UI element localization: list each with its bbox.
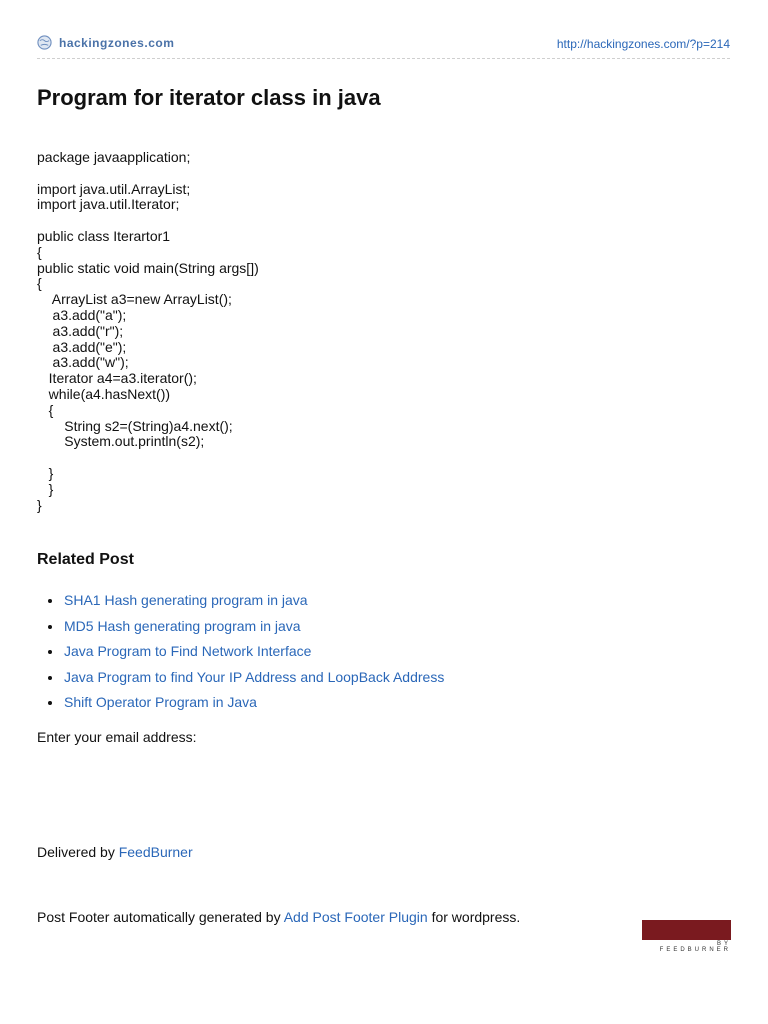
- list-item: [37, 694, 444, 720]
- list-item: [37, 618, 444, 644]
- site-name: hackingzones.com: [59, 35, 175, 50]
- footer-suffix: for wordpress.: [427, 909, 521, 925]
- related-link[interactable]: Java Program to find Your IP Address and LoopBack Address: [64, 668, 445, 685]
- code-listing: package javaapplication; import java.util.ArrayList; import java.util.Iterator; public class Iterartor1 { public static void main(String args[]) { ArrayList a3=new ArrayList(); a3.add("a"); a3.add("r"); a3.add("e"); a3.add("w"); Iterator a4=a3.iterator(); while(a4.hasNext()) { String s2=(String)a4.next(); System.out.println(s2); } } }: [37, 149, 259, 513]
- feedburner-badge-label: BY FEEDBURNER: [659, 941, 731, 953]
- feedburner-badge[interactable]: [642, 920, 731, 940]
- header-divider: [37, 58, 730, 59]
- list-item: [37, 669, 444, 695]
- page-title: Program for iterator class in java: [37, 85, 381, 110]
- bullet-icon: [48, 650, 52, 654]
- plugin-link[interactable]: Add Post Footer Plugin: [283, 909, 428, 925]
- list-item: [37, 592, 444, 618]
- related-link[interactable]: MD5 Hash generating program in java: [64, 617, 301, 634]
- bullet-icon: [48, 676, 52, 680]
- footer-prefix: Post Footer automatically generated by: [37, 909, 284, 925]
- list-item: [37, 643, 444, 669]
- related-link[interactable]: SHA1 Hash generating program in java: [64, 592, 308, 608]
- page-header: [37, 35, 730, 53]
- related-heading: Related Post: [37, 551, 134, 568]
- delivered-by: [37, 844, 193, 860]
- related-link[interactable]: Java Program to Find Network Interface: [64, 643, 312, 659]
- delivered-label: Delivered by: [37, 844, 119, 860]
- related-list: [37, 592, 444, 720]
- related-link[interactable]: Shift Operator Program in Java: [64, 694, 257, 710]
- bullet-icon: [48, 625, 52, 629]
- bullet-icon: [48, 599, 52, 603]
- post-footer-note: [37, 909, 520, 925]
- page-url-link[interactable]: http://hackingzones.com/?p=214: [556, 37, 730, 51]
- bullet-icon: [48, 701, 52, 705]
- feedburner-link[interactable]: FeedBurner: [118, 844, 193, 860]
- globe-icon: [37, 35, 52, 50]
- site-brand[interactable]: [37, 35, 174, 50]
- email-prompt: Enter your email address:: [37, 729, 197, 745]
